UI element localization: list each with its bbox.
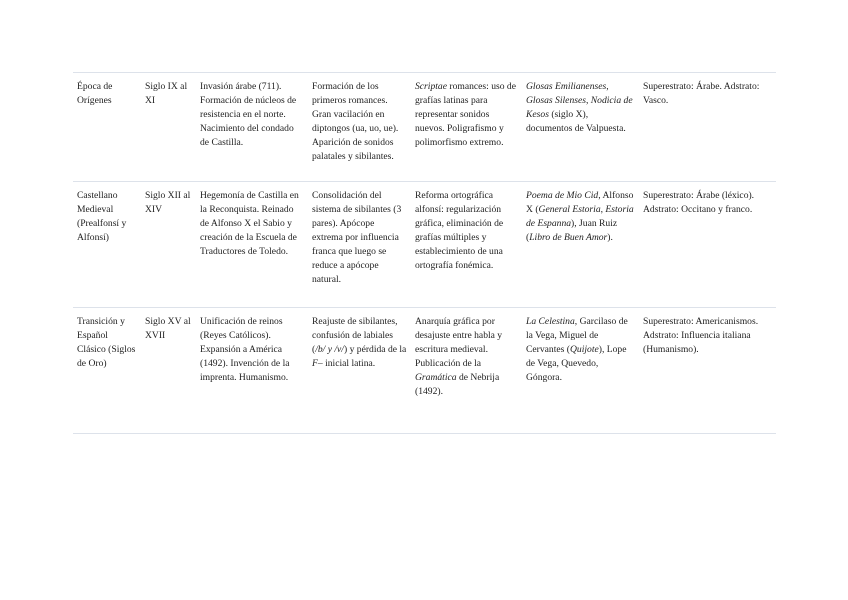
work-title: Glosas Silenses <box>526 95 586 106</box>
table-row <box>73 73 776 182</box>
table-row <box>73 308 776 434</box>
cell-text: ) y pérdida de la <box>343 344 407 355</box>
cell-spelling: Reforma ortográfica alfonsí: regularización gráfica, eliminación de grafías múltiples y establecimiento de una ortografía fonémica. <box>411 182 522 308</box>
cell-texts <box>522 182 639 308</box>
cell-period: Transición y Español Clásico (Siglos de Oro) <box>73 308 141 434</box>
work-title: Poema de Mio Cid <box>526 190 599 201</box>
cell-text: ), Lope de Vega, Quevedo, Góngora. <box>526 344 627 383</box>
cell-text: , Alfonso X ( <box>526 190 634 215</box>
cell-text: – inicial latina. <box>317 358 376 369</box>
cell-century: Siglo XII al XIV <box>141 182 196 308</box>
phoneme-notation: /b/ y /v/ <box>315 344 344 355</box>
cell-period: Castellano Medieval (Prealfonsí y Alfonsí) <box>73 182 141 308</box>
work-title: Glosas Emilianenses <box>526 81 607 92</box>
table-row <box>73 182 776 308</box>
history-table <box>73 72 776 434</box>
cell-texts <box>522 73 639 182</box>
cell-strata: Superestrato: Árabe. Adstrato: Vasco. <box>639 73 776 182</box>
cell-spelling <box>411 73 522 182</box>
work-title: General Estoria <box>538 204 601 215</box>
cell-texts <box>522 308 639 434</box>
work-title: Estoria de Espanna <box>526 204 634 229</box>
cell-strata: Superestrato: Árabe (léxico). Adstrato: Occitano y franco. <box>639 182 776 308</box>
cell-history: Hegemonía de Castilla en la Reconquista. Reinado de Alfonso X el Sabio y creación de la Escuela de Traductores de Toledo. <box>196 182 308 308</box>
cell-text: (siglo X), documentos de Valpuesta. <box>526 109 626 134</box>
cell-history: Invasión árabe (711). Formación de núcleos de resistencia en el norte. Nacimiento del condado de Castilla. <box>196 73 308 182</box>
cell-text: , <box>600 204 606 215</box>
cell-phonetics: Formación de los primeros romances. Gran vacilación en diptongos (ua, uo, ue). Aparición de sonidos palatales y sibilantes. <box>308 73 411 182</box>
cell-text: romances: uso de grafías latinas para representar sonidos nuevos. Poligrafismo y polimorfismo extremo. <box>415 81 516 148</box>
cell-spelling <box>411 308 522 434</box>
cell-period: Época de Orígenes <box>73 73 141 182</box>
cell-text: de Nebrija (1492). <box>415 372 500 397</box>
italic-term: Scriptae <box>415 81 447 92</box>
work-title: Quijote <box>569 344 599 355</box>
cell-history: Unificación de reinos (Reyes Católicos). Expansión a América (1492). Invención de la imprenta. Humanismo. <box>196 308 308 434</box>
cell-text: , <box>606 81 609 92</box>
cell-text: Anarquía gráfica por desajuste entre habla y escritura medieval. Publicación de la <box>415 316 503 369</box>
cell-text: ), Juan Ruiz ( <box>526 218 618 243</box>
work-title: Libro de Buen Amor <box>529 232 608 243</box>
cell-text: Reajuste de sibilantes, confusión de labiales ( <box>312 316 398 355</box>
cell-phonetics: Consolidación del sistema de sibilantes (3 pares). Apócope extrema por influencia franca que luego se reduce a apócope natural. <box>308 182 411 308</box>
phoneme-notation: F <box>312 358 318 369</box>
cell-text: , Garcilaso de la Vega, Miguel de Cervantes ( <box>526 316 628 355</box>
cell-text: ). <box>607 232 613 243</box>
cell-century: Siglo XV al XVII <box>141 308 196 434</box>
work-title: La Celestina <box>526 316 575 327</box>
cell-strata: Superestrato: Americanismos. Adstrato: Influencia italiana (Humanismo). <box>639 308 776 434</box>
cell-phonetics <box>308 308 411 434</box>
work-title: Gramática <box>415 372 457 383</box>
cell-text: , <box>585 95 591 106</box>
document-page <box>73 72 776 434</box>
work-title: Nodicia de Kesos <box>526 95 633 120</box>
cell-century: Siglo IX al XI <box>141 73 196 182</box>
